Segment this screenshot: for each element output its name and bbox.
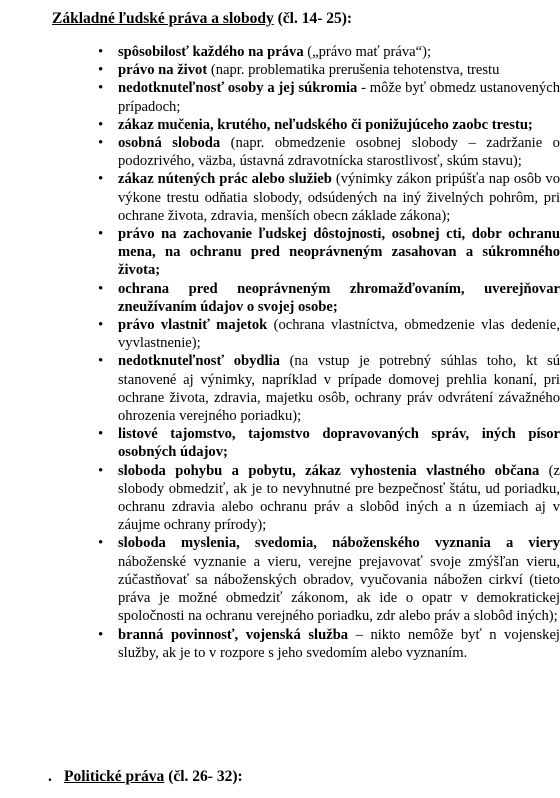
section-heading (52, 10, 352, 28)
item-bold: ochrana pred neoprávneným zhromažďovaním, uverejňovar zneužívaním údajov o svojej osobe; (118, 280, 560, 315)
item-bold: listové tajomstvo, tajomstvo dopravovaných správ, iných písor osobných údajov; (118, 426, 560, 461)
list-item (0, 225, 560, 280)
list-item (0, 352, 560, 425)
list-item (0, 134, 560, 170)
list-item (0, 425, 560, 461)
item-bold: sloboda pohybu a pobytu, zákaz vyhostenia vlastného občana (118, 462, 540, 479)
section-heading-political-articles: (čl. 26- 32): (164, 768, 243, 785)
item-text: (na vstup je potrebný súhlas toho, kt sú stanovené aj výnimky, napríklad v prípade domovej prehlia konaní, pri ochrane života, zdravia, majetku osôb, ochrany práv odvrátení závažného ohrozenia verejného poriadku); (118, 353, 560, 425)
item-bold: sloboda myslenia, svedomia, náboženského vyznania a viery (118, 535, 560, 552)
heading-prefix: . (48, 768, 52, 785)
list-item (0, 462, 560, 535)
section-heading-articles: (čl. 14- 25): (273, 10, 353, 27)
item-bold: právo na život (118, 62, 208, 79)
section-heading-political-title: Politické práva (64, 768, 165, 785)
list-item (0, 534, 560, 625)
item-bold: branná povinnosť, vojenská služba (118, 626, 349, 643)
item-text: (napr. problematika prerušenia tehotenstva, trestu (207, 62, 500, 79)
list-item (0, 79, 560, 115)
rights-list (0, 43, 560, 662)
item-text: – nikto nemôže byť n vojenskej služby, ak je to v rozpore s jeho svedomím alebo vyznaním. (118, 626, 560, 661)
section-heading-title: Základné ľudské práva a slobody (52, 10, 274, 27)
list-item (0, 43, 560, 61)
list-item (0, 316, 560, 352)
item-bold: zákaz nútených prác alebo služieb (118, 171, 332, 188)
item-text: (výnimky zákon pripúšťa nap osôb vo výkone trestu odňatia slobody, odsúdených na iný živelných pohrôm, pri ochrane života, zdravia, menších obecn základe zákona); (118, 171, 560, 224)
list-item (0, 280, 560, 316)
item-text: (z slobody obmedziť, ak je to nevyhnutné pre bezpečnosť štátu, ud poriadku, ochranu zdravia alebo ochranu práv a slobôd iných a n územiach aj v záujme ochrany prírody); (118, 462, 560, 534)
item-bold: spôsobilosť každého na práva (118, 44, 304, 60)
item-text: („právo mať práva“); (303, 44, 431, 60)
list-item (0, 61, 560, 79)
section-heading-political (48, 768, 243, 786)
item-text: náboženské vyznanie a vieru, verejne prejavovať svoje zmýšľan vieru, zúčastňovať sa náboženských obradov, vyučovania nábožen cirkví (tieto práva je možné obmedziť zákonom, ak ide o opatr v demokratickej spoločnosti na ochranu verejného poriadku, zdr alebo práv a slobôd iných); (118, 553, 560, 625)
item-bold: nedotknuteľnosť obydlia (118, 353, 280, 370)
item-bold: právo vlastniť majetok (118, 317, 268, 334)
item-bold: zákaz mučenia, krutého, neľudského či ponižujúceho zaobc trestu; (118, 116, 533, 133)
item-bold: osobná sloboda (118, 135, 221, 152)
list-item (0, 116, 560, 134)
list-item (0, 626, 560, 662)
item-text: (ochrana vlastníctva, obmedzenie vlas dedenie, vyvlastnenie); (118, 317, 560, 352)
item-text: - môže byť obmedz ustanovených prípadoch; (118, 80, 560, 115)
item-bold: právo na zachovanie ľudskej dôstojnosti, osobnej cti, dobr ochranu mena, na ochranu pred neoprávneným zasahovan a súkromného života; (118, 226, 560, 279)
item-bold: nedotknuteľnosť osoby a jej súkromia (118, 80, 358, 97)
item-text: (napr. obmedzenie osobnej slobody – zadržanie o podozrivého, väzba, ústavná zdravotnícka starostlivosť, skúm stavu); (118, 135, 560, 170)
list-item (0, 170, 560, 225)
